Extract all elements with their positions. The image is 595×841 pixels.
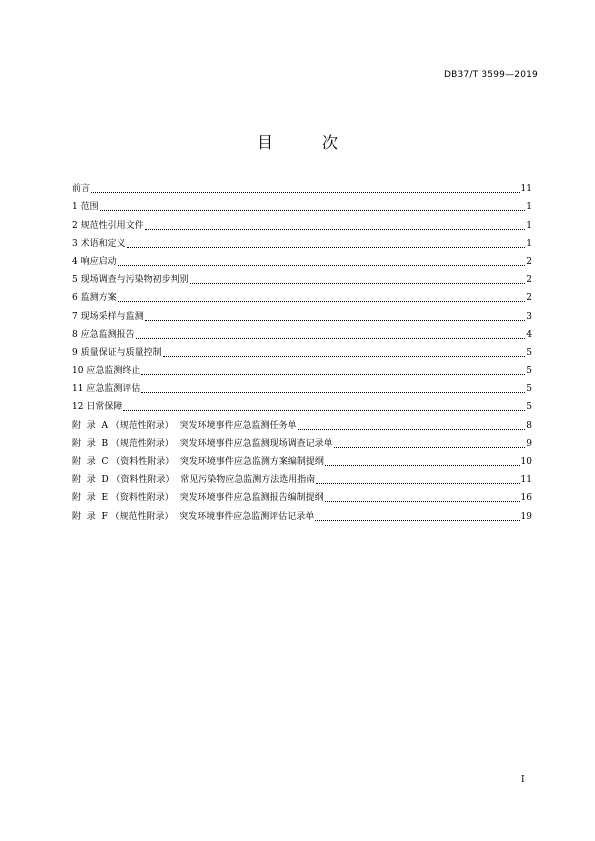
- toc-dot-leader: [100, 210, 526, 211]
- toc-entry[interactable]: [72, 268, 532, 286]
- toc-dot-leader: [315, 520, 519, 521]
- toc-entry-page: 1: [526, 220, 532, 231]
- toc-dot-leader: [123, 410, 525, 411]
- standard-code: DB37/T 3599—2019: [444, 70, 538, 80]
- toc-entry-label: 7 现场采样与监测: [72, 311, 144, 322]
- toc-dot-leader: [163, 356, 526, 357]
- toc-entry-label: 附 录 C （资料性附录） 突发环境事件应急监测方案编制提纲: [72, 457, 324, 467]
- toc-entry[interactable]: [72, 395, 532, 413]
- toc-dot-leader: [118, 265, 526, 266]
- toc-entry[interactable]: [72, 323, 532, 341]
- toc-entry-page: 1: [526, 202, 532, 213]
- toc-entry-page: 5: [526, 384, 532, 395]
- toc-dot-leader: [136, 338, 526, 339]
- toc-entry-label: 附 录 E （资料性附录） 突发环境事件应急监测报告编制提纲: [72, 493, 324, 504]
- toc-entry[interactable]: [72, 213, 532, 231]
- toc-entry-label: 附 录 F （规范性附录） 突发环境事件应急监测评估记录单: [72, 511, 315, 522]
- toc-entry-page: 2: [526, 275, 532, 286]
- toc-entry-label: 2 规范性引用文件: [72, 220, 144, 231]
- toc-entry-page: 11: [520, 184, 532, 195]
- toc-dot-leader: [316, 483, 519, 484]
- toc-entry-label: 附 录 B （规范性附录） 突发环境事件应急监测现场调查记录单: [72, 438, 333, 449]
- toc-dot-leader: [334, 447, 526, 448]
- toc-entry-label: 8 应急监测报告: [72, 329, 135, 340]
- toc-entry[interactable]: [72, 250, 532, 268]
- toc-dot-leader: [127, 247, 526, 248]
- toc-dot-leader: [141, 374, 525, 375]
- toc-entry-label: 9 质量保证与质量控制: [72, 347, 162, 358]
- toc-entry[interactable]: [72, 432, 532, 450]
- toc-entry-page: 10: [520, 457, 532, 467]
- toc-entry-label: 6 监测方案: [72, 293, 117, 304]
- toc-entry-label: 11 应急监测评估: [72, 384, 141, 395]
- toc-entry-label: 附 录 A （规范性附录） 突发环境事件应急监测任务单: [72, 420, 297, 431]
- toc-entry[interactable]: [72, 468, 532, 486]
- toc-entry[interactable]: [72, 195, 532, 213]
- toc-entry-label: 3 术语和定义: [72, 238, 126, 249]
- toc-dot-leader: [145, 320, 526, 321]
- toc-entry-page: 2: [526, 256, 532, 267]
- toc-dot-leader: [190, 283, 526, 284]
- toc-dot-leader: [145, 229, 526, 230]
- toc-dot-leader: [141, 392, 525, 393]
- toc-entry[interactable]: [72, 486, 532, 504]
- toc-entry-page: 5: [526, 347, 532, 358]
- toc-entry-label: 1 范围: [72, 202, 99, 213]
- toc-title: 目 次: [256, 133, 361, 152]
- table-of-contents: [72, 177, 532, 523]
- toc-entry-page: 5: [526, 366, 532, 377]
- toc-entry-label: 5 现场调查与污染物初步判别: [72, 275, 189, 286]
- toc-entry-page: 16: [520, 493, 532, 504]
- toc-entry-label: 附 录 D （资料性附录） 常见污染物应急监测方法选用指南: [72, 475, 316, 486]
- toc-entry-page: 3: [526, 311, 532, 322]
- toc-entry[interactable]: [72, 177, 532, 195]
- toc-entry[interactable]: [72, 413, 532, 431]
- toc-dot-leader: [325, 465, 520, 466]
- toc-entry-page: 1: [526, 238, 532, 249]
- toc-entry[interactable]: [72, 341, 532, 359]
- toc-dot-leader: [118, 301, 526, 302]
- toc-entry[interactable]: [72, 504, 532, 522]
- toc-entry[interactable]: [72, 286, 532, 304]
- toc-dot-leader: [298, 429, 526, 430]
- toc-entry-label: 前言: [72, 184, 91, 195]
- toc-dot-leader: [91, 192, 520, 193]
- toc-entry-page: 19: [520, 511, 532, 522]
- toc-dot-leader: [325, 501, 520, 502]
- page-number: I: [521, 775, 525, 785]
- toc-entry-page: 4: [526, 329, 532, 340]
- toc-entry-label: 12 日常保障: [72, 402, 123, 413]
- toc-entry-page: 2: [526, 293, 532, 304]
- toc-entry[interactable]: [72, 232, 532, 250]
- toc-entry-label: 4 响应启动: [72, 256, 117, 267]
- toc-entry-label: 10 应急监测终止: [72, 366, 141, 377]
- toc-entry-page: 5: [526, 402, 532, 413]
- toc-entry[interactable]: [72, 450, 532, 468]
- toc-entry-page: 8: [526, 420, 532, 431]
- toc-entry[interactable]: [72, 359, 532, 377]
- toc-entry-page: 11: [520, 475, 532, 486]
- toc-entry[interactable]: [72, 377, 532, 395]
- toc-entry[interactable]: [72, 304, 532, 322]
- toc-entry-page: 9: [526, 438, 532, 449]
